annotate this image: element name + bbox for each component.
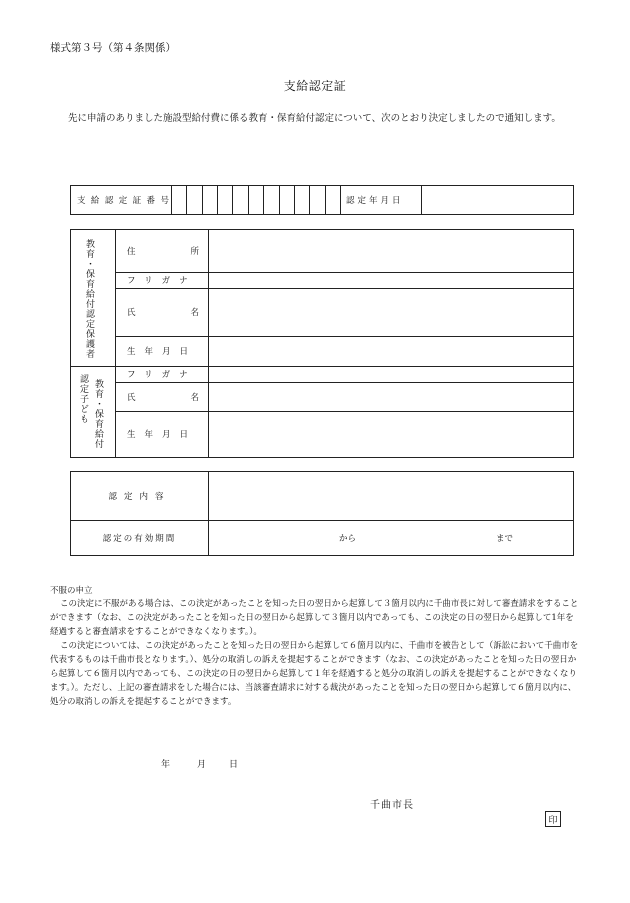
digit-box[interactable] bbox=[232, 186, 247, 214]
label-char-last: 名 bbox=[190, 308, 199, 318]
digit-box[interactable] bbox=[202, 186, 217, 214]
number-label-char: 給 bbox=[90, 196, 100, 206]
label-char-first: 住 bbox=[127, 247, 136, 257]
form-number: 様式第３号（第４条関係） bbox=[50, 42, 176, 54]
objection-title: 不服の申立 bbox=[50, 586, 93, 596]
date-month: 月 bbox=[197, 760, 207, 770]
child-group-label-col1: 教育・保育給付 bbox=[93, 379, 103, 449]
seal-mark: 印 bbox=[545, 811, 561, 827]
label-char-last: 所 bbox=[190, 247, 199, 257]
period-to bbox=[496, 520, 513, 555]
guardian-child-table bbox=[70, 229, 574, 458]
mayor-name: 千曲市長 bbox=[370, 800, 414, 811]
number-label-char: 証 bbox=[132, 196, 142, 206]
date-field[interactable] bbox=[422, 186, 573, 214]
number-label bbox=[77, 186, 169, 214]
period-from-text: から bbox=[339, 533, 357, 544]
number-label-char: 認 bbox=[104, 196, 114, 206]
guardian-birthdate-label bbox=[127, 336, 199, 366]
label-char-first: 氏 bbox=[127, 308, 136, 318]
content-period-table bbox=[70, 471, 574, 556]
guardian-furigana-text: フリガナ bbox=[127, 276, 197, 286]
date-label-text: 認定年月日 bbox=[346, 196, 404, 206]
intro-text: 先に申請のありました施設型給付費に係る教育・保育給付認定について、次のとおり決定しましたので通知します。 bbox=[68, 113, 561, 124]
guardian-birthdate-text: 生年月日 bbox=[127, 347, 198, 357]
label-char-first: 氏 bbox=[127, 392, 136, 403]
digit-box[interactable] bbox=[248, 186, 263, 214]
objection-paragraph-2: この決定については、この決定があったことを知った日の翌日から起算して６箇月以内に、千曲市を被告として（訴訟において千曲市を代表するものは千曲市長となります。）、処分の取消しの訴えを提起することができます（なお、この決定があったことを知った日の翌日から起算して６箇月以内であっても、この決定の日の翌日から起算して１年を経過すると処分の取消しの訴えを提起することができなくなります。）。ただし、上記の審査請求をした場合には、当該審査請求に対する裁決があったことを知った日の翌日から起算して６箇月以内に、処分の取消しの訴えを提起することができます。 bbox=[50, 641, 579, 707]
child-furigana-label bbox=[127, 366, 199, 382]
child-birthdate-text: 生年月日 bbox=[127, 430, 198, 440]
period-to-text: まで bbox=[496, 533, 514, 544]
number-label-char: 番 bbox=[146, 196, 156, 206]
digit-box[interactable] bbox=[279, 186, 294, 214]
digit-box[interactable] bbox=[309, 186, 324, 214]
guardian-address-label bbox=[127, 230, 199, 272]
content-label-text: 認定内容 bbox=[108, 492, 171, 502]
number-label-char: 定 bbox=[118, 196, 128, 206]
number-date-row bbox=[70, 185, 574, 215]
content-label bbox=[71, 472, 208, 520]
digit-box[interactable] bbox=[294, 186, 309, 214]
document-title: 支給認定証 bbox=[283, 79, 347, 93]
period-from bbox=[339, 520, 356, 555]
child-birthdate-label bbox=[127, 411, 199, 457]
digit-box[interactable] bbox=[186, 186, 201, 214]
digit-box[interactable] bbox=[263, 186, 278, 214]
objection-paragraph-1: この決定に不服がある場合は、この決定があったことを知った日の翌日から起算して３箇月以内に千曲市長に対して審査請求をすることができます（なお、この決定があったことを知った日の翌日から起算して３箇月以内であっても、この決定の日の翌日から起算して1年を経過すると審査請求をすることができなくなります。）。 bbox=[50, 599, 579, 637]
child-group-label-col2: 認定子ども bbox=[78, 374, 88, 424]
digit-box[interactable] bbox=[171, 186, 186, 214]
digit-box[interactable] bbox=[217, 186, 232, 214]
guardian-group-label: 教育・保育給付認定保護者 bbox=[84, 239, 94, 359]
guardian-furigana-label bbox=[127, 272, 199, 288]
digit-box[interactable] bbox=[325, 186, 340, 214]
period-label-text: 認定の有効期間 bbox=[102, 533, 177, 544]
child-furigana-text: フリガナ bbox=[127, 370, 197, 380]
date-label bbox=[346, 186, 418, 214]
child-name-label bbox=[127, 382, 199, 411]
guardian-name-label bbox=[127, 288, 199, 336]
number-label-char: 号 bbox=[160, 196, 169, 206]
number-label-char: 支 bbox=[77, 196, 86, 206]
date-year: 年 bbox=[161, 760, 171, 770]
period-label bbox=[71, 520, 208, 555]
label-char-last: 名 bbox=[190, 392, 199, 403]
date-day: 日 bbox=[229, 760, 239, 770]
